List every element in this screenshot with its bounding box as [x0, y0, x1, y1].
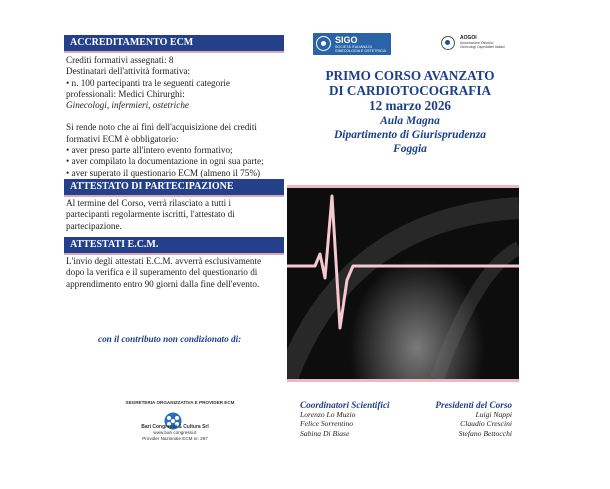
venue-city: Foggia: [393, 143, 427, 155]
sigo-seal-icon: [316, 36, 331, 51]
aogoi-logo: [441, 34, 511, 56]
title-line-2: DI CARDIOTOCOGRAFIA: [328, 83, 492, 98]
text-line: • n. 100 partecipanti tra le seguenti categorie: [66, 77, 230, 88]
segreteria-label: SEGRETERIA ORGANIZZATIVA E PROVIDER ECM: [125, 400, 235, 405]
sigo-logo: [313, 33, 391, 55]
president-name: Luigi Nappi: [475, 410, 512, 419]
company-name: Bari Congressi & Cultura Srl: [141, 424, 209, 430]
course-title-block: [300, 68, 520, 156]
text-line: professionali: Medici Chirurghi:: [66, 88, 185, 99]
attestati-ecm-body: [66, 256, 288, 290]
segreteria-info: [120, 424, 230, 442]
attestato-heading: ATTESTATO DI PARTECIPAZIONE: [64, 179, 284, 195]
text-line: partecipanti regolarmente iscritti, l'attestato di: [66, 209, 235, 220]
text-line: dopo la verifica e il superamento del questionario di: [66, 267, 258, 278]
sigo-subtitle: SOCIETÀ ITALIANA DI GINECOLOGIA E OSTETRICIA: [335, 45, 386, 53]
pregnancy-ecg-image: [287, 185, 519, 382]
venue-line-2: Dipartimento di Giurisprudenza: [333, 129, 487, 141]
text-line: partecipazione.: [66, 220, 122, 231]
president-name: Stefano Bettocchi: [458, 428, 512, 438]
aogoi-subtitle: Associazione Ostetrici Ginecologi Ospedalieri Italiani: [460, 41, 505, 49]
event-date: 12 marzo 2026: [368, 98, 452, 113]
text-line: • aver superato il questionario ECM (almeno il 75%): [66, 167, 261, 178]
company-site: www.bari congressi.it: [153, 430, 197, 435]
text-line: apprendimento entro 90 giorni dalla fine dell'evento.: [66, 278, 260, 289]
coordinatori-heading: Coordinatori Scientifici: [300, 400, 390, 410]
text-line: Crediti formativi assegnati: 8: [66, 55, 174, 65]
attestati-ecm-heading: ATTESTATI E.C.M.: [64, 237, 284, 253]
text-line: Ginecologi, infermieri, ostetriche: [66, 100, 189, 111]
coordinator-name: Sabina Di Biase: [300, 428, 350, 438]
text-line: Destinatari dell'attività formativa:: [66, 66, 191, 77]
coordinatori-block: [300, 400, 420, 438]
text-line: Si rende noto che ai fini dell'acquisizione dei crediti: [66, 122, 257, 133]
attestato-body: [66, 198, 288, 232]
accreditamento-body: [66, 55, 288, 179]
provider-number: Provider Nazionale ECM nr. 287: [142, 436, 208, 441]
sigo-name: SIGO: [335, 35, 358, 45]
presidenti-block: [410, 400, 512, 438]
president-name: Claudio Crescini: [460, 419, 512, 429]
contributo-text: con il contributo non condizionato di:: [98, 334, 242, 344]
text-line: Al termine del Corso, verrà rilasciato a tutti i: [66, 198, 232, 208]
aogoi-name: AOGOI: [460, 35, 477, 41]
text-line: formativi ECM è obbligatorio:: [66, 133, 179, 144]
coordinator-name: Felice Sorrentino: [300, 419, 354, 429]
presidenti-heading: Presidenti del Corso: [435, 400, 512, 410]
aogoi-mark-icon: [441, 36, 455, 50]
accreditamento-heading: ACCREDITAMENTO ECM: [64, 35, 284, 51]
text-line: • aver compilato la documentazione in ogni sua parte;: [66, 156, 264, 167]
text-line: L'invio degli attestati E.C.M. avverrà esclusivamente: [66, 256, 262, 266]
coordinator-name: Lorenzo Lo Muzio: [300, 410, 356, 419]
venue-line-1: Aula Magna: [380, 115, 440, 127]
text-line: • aver preso parte all'intero evento formativo;: [66, 145, 233, 156]
title-line-1: PRIMO CORSO AVANZATO: [325, 68, 495, 83]
